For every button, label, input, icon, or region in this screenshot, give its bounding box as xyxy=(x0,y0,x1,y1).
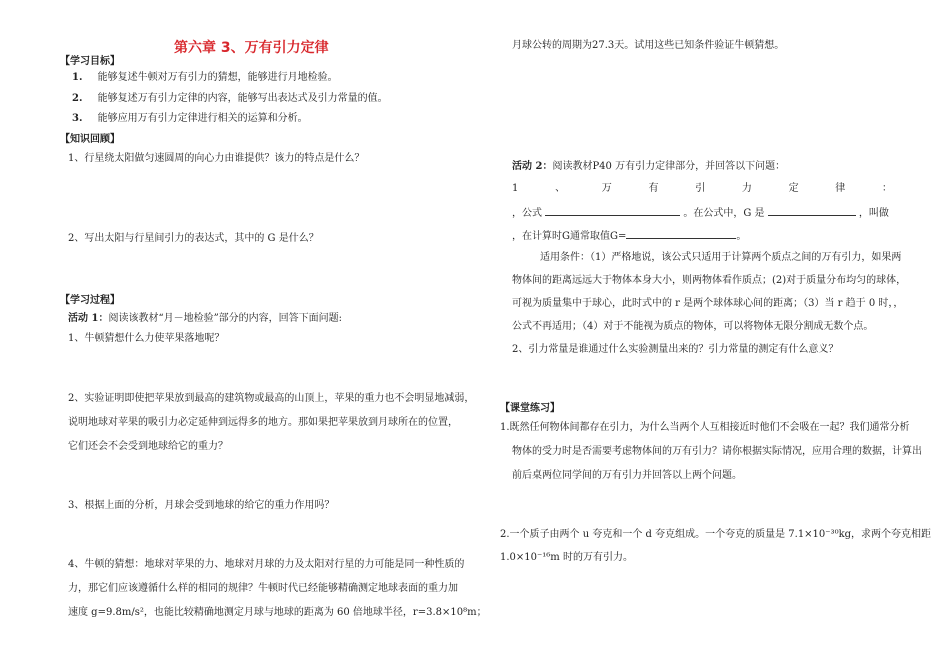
formula-line xyxy=(512,206,889,220)
law-char: 力 xyxy=(741,183,752,194)
objective-num: 3. xyxy=(72,113,83,124)
activity-2-label: 活动 2： xyxy=(512,161,553,172)
review-heading: 【知识回顾】 xyxy=(60,134,120,145)
practice-question-1-line3: 前后桌两位同学间的万有引力并回答以上两个问题。 xyxy=(512,470,742,481)
process-question-4-line4: 月球公转的周期为27.3天。试用这些已知条件验证牛顿猜想。 xyxy=(512,40,785,51)
g-value-label: ，在计算时G通常取值G= xyxy=(512,231,627,242)
activity-1 xyxy=(68,313,342,325)
law-definition-line xyxy=(512,183,892,195)
process-question-4-line1: 4、牛顿的猜想：地球对苹果的力、地球对月球的力及太阳对行星的力可能是同一种性质的 xyxy=(68,559,465,570)
practice-question-2-line1: 2.一个质子由两个 u 夸克和一个 d 夸克组成。一个夸克的质量是 7.1×10⁻³⁰kg，求两个夸克相距 xyxy=(500,529,932,540)
practice-question-2-line2: 1.0×10⁻¹⁶m 时的万有引力。 xyxy=(500,552,633,563)
process-question-1: 1、牛顿猜想什么力使苹果落地呢？ xyxy=(68,333,225,344)
objective-item xyxy=(72,113,308,125)
process-question-3: 3、根据上面的分析，月球会受到地球的给它的重力作用吗？ xyxy=(68,500,335,511)
law-char: 有 xyxy=(648,183,659,194)
process-question-4-line2: 力，那它们应该遵循什么样的相同的规律？牛顿时代已经能够精确测定地球表面的重力加 xyxy=(68,583,458,594)
objective-text: 能够复述牛顿对万有引力的猜想，能够进行月地检验。 xyxy=(97,72,338,83)
practice-heading: 【课堂练习】 xyxy=(500,403,560,414)
formula-blank[interactable] xyxy=(545,206,680,216)
law-char: 万 xyxy=(601,183,612,194)
conditions-line2: 物体间的距离远远大于物体本身大小，则两物体看作质点；(2)对于质量分布均匀的球体， xyxy=(512,275,907,286)
law-char: ： xyxy=(882,183,892,194)
practice-question-1-line2: 物体的受力时是否需要考虑物体间的万有引力？请你根据实际情况，应用合理的数据，计算出 xyxy=(512,446,922,457)
practice-question-1-line1: 1.既然任何物体间都存在引力，为什么当两个人互相接近时他们不会吸在一起？我们通常分析 xyxy=(500,422,910,433)
law-char: 1 xyxy=(512,183,519,194)
formula-label: ，公式 xyxy=(512,208,542,219)
law-char: 律 xyxy=(835,183,846,194)
objective-text: 能够应用万有引力定律进行相关的运算和分析。 xyxy=(97,113,308,124)
review-question-1: 1、行星绕太阳做匀速圆周的向心力由谁提供？该力的特点是什么？ xyxy=(68,153,365,164)
objective-num: 1. xyxy=(72,72,83,83)
conditions-line1: 适用条件：（1）严格地说，该公式只适用于计算两个质点之间的万有引力，如果两 xyxy=(540,252,902,263)
formula-mid: 。在公式中，G 是 xyxy=(683,208,765,219)
formula-end: ，叫做 xyxy=(858,208,889,219)
review-question-2: 2、写出太阳与行星间引力的表达式，其中的 G 是什么？ xyxy=(68,233,319,244)
objective-text: 能够复述万有引力定律的内容，能够写出表达式及引力常量的值。 xyxy=(97,93,388,104)
page-title: 第六章 3、万有引力定律 xyxy=(174,40,329,56)
process-question-2-line2: 说明地球对苹果的吸引力必定延伸到远得多的地方。那如果把苹果放到月球所在的位置， xyxy=(68,417,458,428)
process-heading: 【学习过程】 xyxy=(60,295,120,306)
conditions-line4: 公式不再适用；（4）对于不能视为质点的物体，可以将物体无限分割成无数个点。 xyxy=(512,321,874,332)
activity-1-text: 阅读该教材“月－地检验”部分的内容，回答下面问题: xyxy=(108,313,343,324)
process-question-2-line3: 它们还会不会受到地球给它的重力？ xyxy=(68,441,228,452)
g-value-line xyxy=(512,229,746,243)
law-char: 引 xyxy=(695,183,706,194)
g-value-blank[interactable] xyxy=(626,229,736,239)
objective-num: 2. xyxy=(72,93,83,104)
objectives-heading: 【学习目标】 xyxy=(60,56,120,67)
activity-1-label: 活动 1： xyxy=(68,313,109,324)
objective-item xyxy=(72,72,338,84)
process-question-2-line1: 2、实验证明即使把苹果放到最高的建筑物或最高的山顶上，苹果的重力也不会明显地减弱， xyxy=(68,393,475,404)
law-char: 定 xyxy=(788,183,799,194)
g-meaning-blank[interactable] xyxy=(768,206,856,216)
conditions-line3: 可视为质量集中于球心，此时式中的 r 是两个球体球心间的距离；（3）当 r 趋于 0 时，， xyxy=(512,298,904,309)
law-char: 、 xyxy=(555,183,566,194)
process-question-4-line3: 速度 g=9.8m/s²，也能比较精确地测定月球与地球的距离为 60 倍地球半径，r=3.8×10⁸m； xyxy=(68,607,487,618)
objective-item xyxy=(72,93,388,105)
activity-2-question-2: 2、引力常量是谁通过什么实验测量出来的？引力常量的测定有什么意义？ xyxy=(512,344,839,355)
g-value-end: 。 xyxy=(736,231,747,242)
activity-2 xyxy=(512,161,785,173)
activity-2-text: 阅读教材P40 万有引力定律部分，并回答以下问题： xyxy=(552,161,786,172)
